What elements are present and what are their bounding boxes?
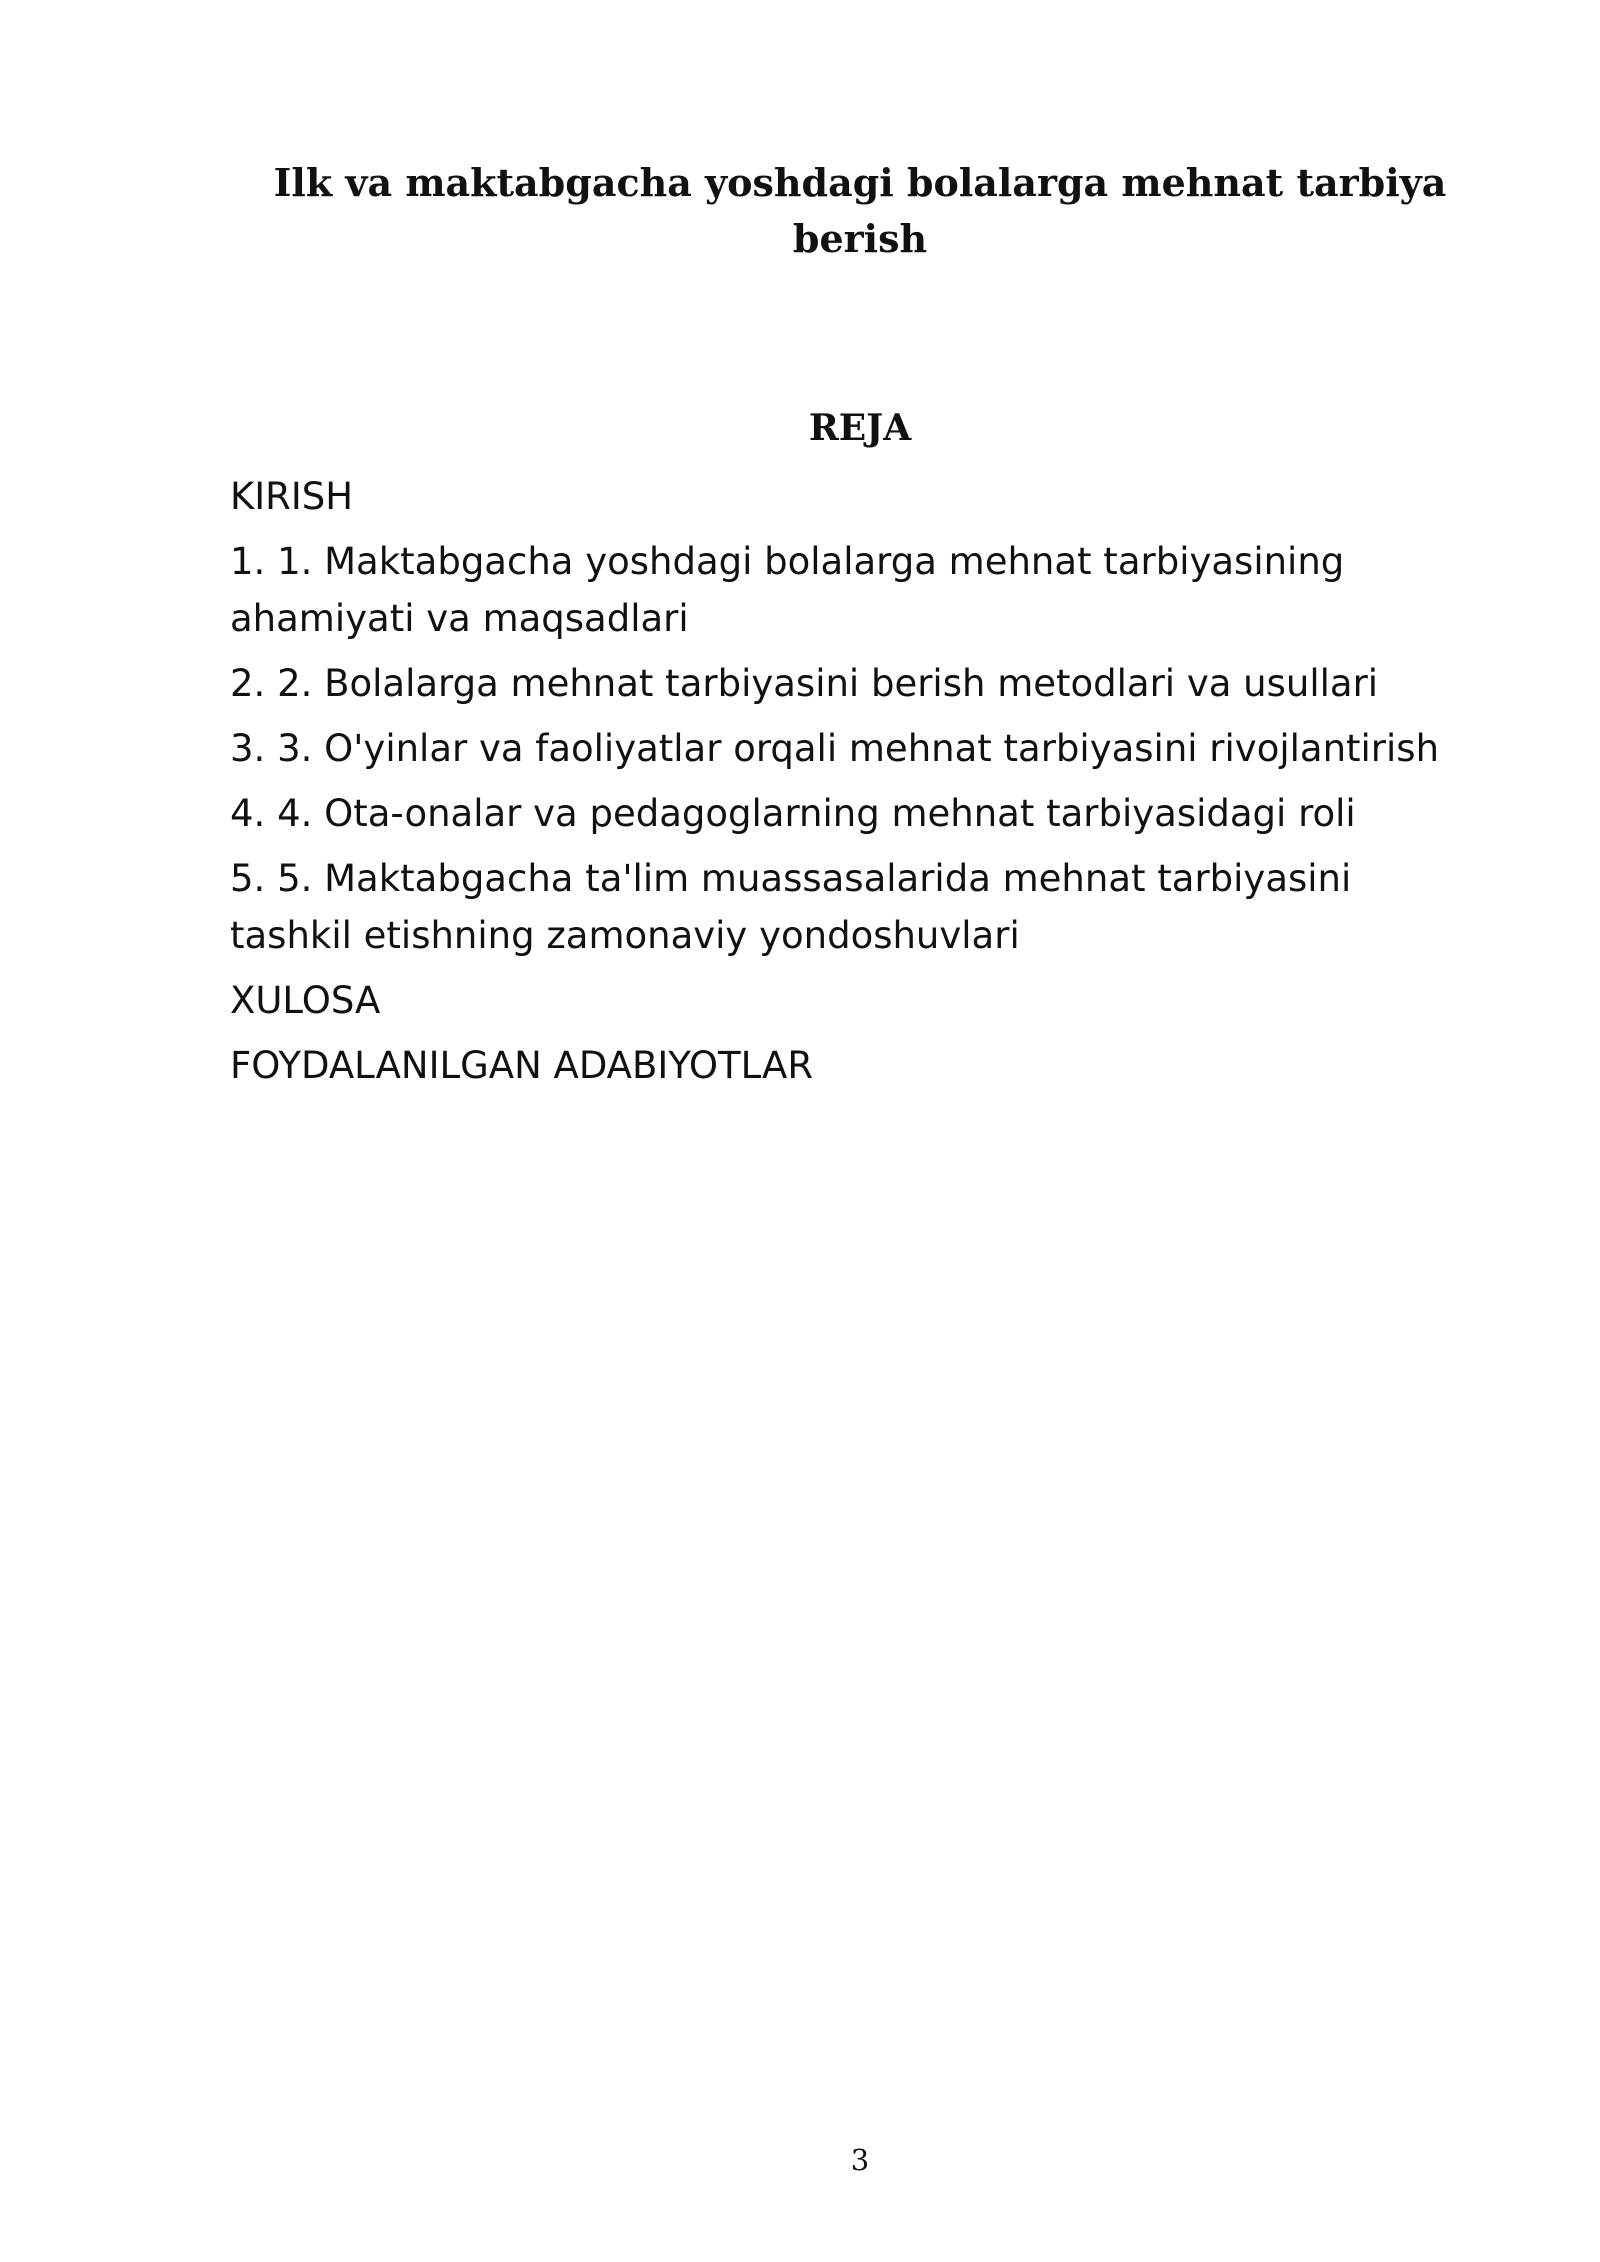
plan-item-1: 1. 1. Maktabgacha yoshdagi bolalarga mehnat tarbiyasining ahamiyati va maqsadlari: [230, 540, 1345, 640]
plan-heading: REJA: [808, 407, 912, 449]
plan-item-3: 3. 3. O'yinlar va faoliyatlar orqali mehnat tarbiyasini rivojlantirish: [230, 727, 1440, 770]
document-title: Ilk va maktabgacha yoshdagi bolalarga mehnat tarbiya berish: [273, 160, 1447, 261]
plan-item-references: FOYDALANILGAN ADABIYOTLAR: [230, 1044, 814, 1087]
plan-item-2: 2. 2. Bolalarga mehnat tarbiyasini berish metodlari va usullari: [230, 662, 1379, 705]
page-number: 3: [850, 2143, 870, 2177]
plan-item-conclusion: XULOSA: [230, 979, 381, 1022]
plan-item-4: 4. 4. Ota-onalar va pedagoglarning mehnat tarbiyasidagi roli: [230, 792, 1356, 835]
plan-item-5: 5. 5. Maktabgacha ta'lim muassasalarida mehnat tarbiyasini tashkil etishning zamonaviy yondoshuvlari: [230, 857, 1352, 957]
plan-item-introduction: KIRISH: [230, 475, 354, 518]
plan-list: [230, 468, 1470, 1102]
